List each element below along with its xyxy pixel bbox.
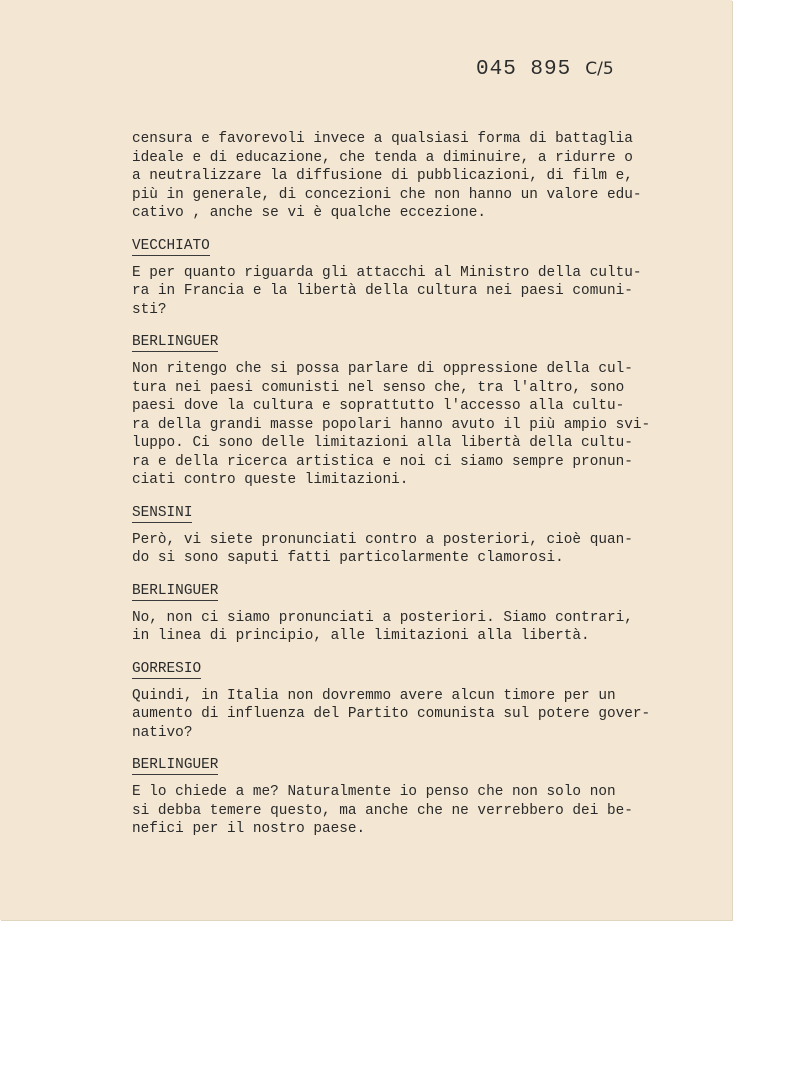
page-number [476, 58, 614, 81]
speech-paragraph: E lo chiede a me? Naturalmente io penso che non solo non si debba temere questo, ma anche che ne verrebbero dei be- nefici per il nostro paese. [132, 784, 633, 837]
exchange [132, 237, 680, 320]
speech-paragraph: Non ritengo che si possa parlare di oppressione della cul- tura nei paesi comunisti nel senso che, tra l'altro, sono paesi dove la cultura e soprattutto l'accesso alla cultu- ra della grandi masse popolari hanno avuto il più ampio svi- luppo. Ci sono delle limitazioni alla libertà della cultu- ra e della ricerca artistica e noi ci siamo sempre pronun- ciati contro queste limitazioni. [132, 361, 651, 488]
speech-paragraph: Però, vi siete pronunciati contro a posteriori, cioè quan- do si sono saputi fatti particolarmente clamorosi. [132, 531, 633, 566]
page-code: C/5 [585, 59, 614, 79]
page-number-value: 045 895 [476, 58, 572, 81]
exchange [132, 504, 680, 568]
speaker-label: BERLINGUER [132, 334, 219, 350]
speaker-label: BERLINGUER [132, 757, 219, 773]
exchange [132, 756, 680, 839]
speech-paragraph: No, non ci siamo pronunciati a posteriori. Siamo contrari, in linea di principio, alle limitazioni alla libertà. [132, 609, 633, 644]
speech-paragraph: E per quanto riguarda gli attacchi al Ministro della cultu- ra in Francia e la libertà della cultura nei paesi comuni- sti? [132, 264, 642, 318]
speaker-label: GORRESIO [132, 660, 202, 677]
transcript-body [132, 130, 680, 853]
exchange [132, 333, 680, 490]
speaker-label: VECCHIATO [132, 237, 210, 254]
exchange [132, 582, 680, 646]
speech-paragraph: Quindi, in Italia non dovremmo avere alcun timore per un aumento di influenza del Partito comunista sul potere gover- nativo? [132, 687, 651, 741]
exchange [132, 660, 680, 743]
opening-paragraph: censura e favorevoli invece a qualsiasi forma di battaglia ideale e di educazione, che tenda a diminuire, a ridurre o a neutralizzare la diffusione di pubblicazioni, di film e, più in generale, di concezioni che non hanno un valore edu- cativo , anche se vi è qualche eccezione. [132, 131, 642, 221]
speaker-label: SENSINI [132, 504, 193, 521]
speaker-label: BERLINGUER [132, 582, 219, 599]
